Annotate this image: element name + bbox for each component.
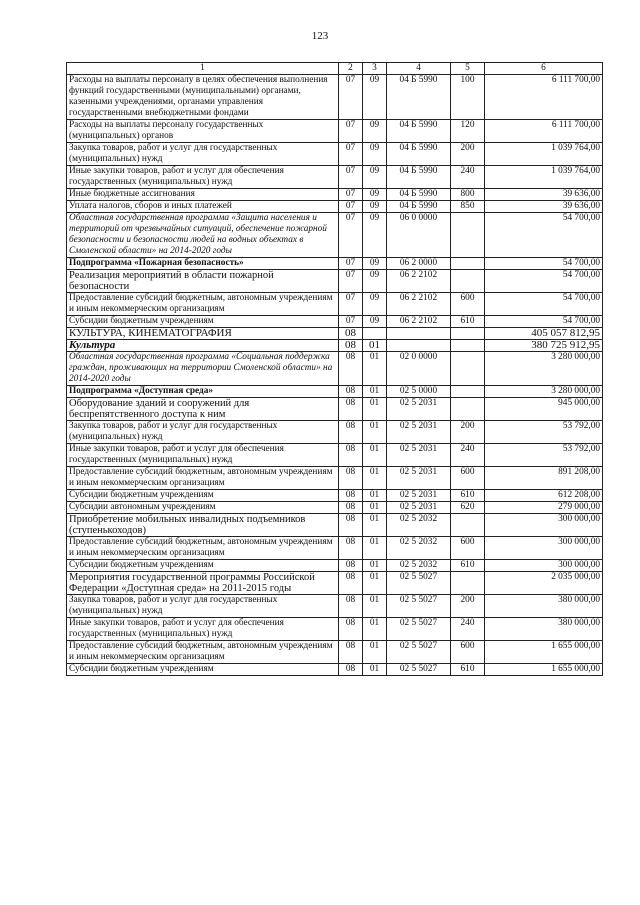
table-row <box>67 340 603 352</box>
row-amount-cell: 1 655 000,00 <box>485 664 603 676</box>
row-subsection-cell: 01 <box>363 398 387 421</box>
row-expense-type-cell: 620 <box>451 502 485 514</box>
row-section-cell: 08 <box>339 340 363 352</box>
row-target-code-cell: 04 Б 5990 <box>387 189 451 201</box>
row-expense-type-cell: 610 <box>451 560 485 572</box>
row-section-cell: 08 <box>339 352 363 386</box>
row-amount-cell: 6 111 700,00 <box>485 120 603 143</box>
row-subsection-cell: 01 <box>363 352 387 386</box>
row-section-cell: 07 <box>339 201 363 213</box>
budget-table-container <box>66 62 603 676</box>
row-target-code-cell: 02 5 5027 <box>387 664 451 676</box>
col-header-4: 4 <box>387 63 451 75</box>
row-subsection-cell: 01 <box>363 386 387 398</box>
row-expense-type-cell: 200 <box>451 595 485 618</box>
row-name-cell: Иные закупки товаров, работ и услуг для обеспечения государственных (муниципальных) нужд <box>67 618 339 641</box>
row-amount-cell: 891 208,00 <box>485 467 603 490</box>
row-subsection-cell: 09 <box>363 166 387 189</box>
row-target-code-cell: 02 5 5027 <box>387 595 451 618</box>
row-expense-type-cell <box>451 213 485 258</box>
row-name-cell: Субсидии бюджетным учреждениям <box>67 664 339 676</box>
row-expense-type-cell <box>451 340 485 352</box>
row-expense-type-cell <box>451 352 485 386</box>
row-expense-type-cell: 200 <box>451 421 485 444</box>
row-subsection-cell: 09 <box>363 120 387 143</box>
row-amount-cell: 2 035 000,00 <box>485 572 603 595</box>
row-target-code-cell: 02 5 2031 <box>387 502 451 514</box>
row-subsection-cell: 09 <box>363 293 387 316</box>
row-expense-type-cell: 600 <box>451 641 485 664</box>
row-target-code-cell: 06 2 0000 <box>387 258 451 270</box>
row-amount-cell: 300 000,00 <box>485 537 603 560</box>
row-subsection-cell: 01 <box>363 421 387 444</box>
row-expense-type-cell <box>451 386 485 398</box>
row-amount-cell: 54 700,00 <box>485 270 603 293</box>
row-name-cell: Закупка товаров, работ и услуг для государственных (муниципальных) нужд <box>67 595 339 618</box>
row-amount-cell: 380 000,00 <box>485 595 603 618</box>
row-target-code-cell: 02 5 2032 <box>387 537 451 560</box>
row-name-cell: Реализация мероприятий в области пожарной безопасности <box>67 270 339 293</box>
row-section-cell: 07 <box>339 120 363 143</box>
row-subsection-cell: 09 <box>363 316 387 328</box>
row-amount-cell: 279 000,00 <box>485 502 603 514</box>
row-name-cell: Мероприятия государственной программы Российской Федерации «Доступная среда» на 2011-2015 годы <box>67 572 339 595</box>
row-section-cell: 08 <box>339 641 363 664</box>
row-name-cell: Расходы на выплаты персоналу в целях обеспечения выполнения функций государственными (муниципальными) органами, казенными учреждениями, органами управления государственными внебюджетными фондами <box>67 75 339 120</box>
row-section-cell: 07 <box>339 270 363 293</box>
row-name-cell: Предоставление субсидий бюджетным, автономным учреждениям и иным некоммерческим организациям <box>67 537 339 560</box>
row-expense-type-cell: 240 <box>451 444 485 467</box>
table-row <box>67 316 603 328</box>
row-target-code-cell: 02 5 5027 <box>387 641 451 664</box>
row-target-code-cell: 02 5 2031 <box>387 421 451 444</box>
row-amount-cell: 405 057 812,95 <box>485 328 603 340</box>
table-row <box>67 560 603 572</box>
row-target-code-cell: 04 Б 5990 <box>387 201 451 213</box>
row-subsection-cell: 01 <box>363 595 387 618</box>
row-name-cell: Подпрограмма «Доступная среда» <box>67 386 339 398</box>
row-subsection-cell: 01 <box>363 537 387 560</box>
row-amount-cell: 380 725 912,95 <box>485 340 603 352</box>
row-section-cell: 07 <box>339 293 363 316</box>
row-amount-cell: 3 280 000,00 <box>485 386 603 398</box>
row-section-cell: 08 <box>339 537 363 560</box>
row-subsection-cell: 01 <box>363 502 387 514</box>
row-target-code-cell: 02 5 5027 <box>387 572 451 595</box>
row-section-cell: 07 <box>339 316 363 328</box>
row-target-code-cell: 02 5 2031 <box>387 444 451 467</box>
row-target-code-cell: 06 2 2102 <box>387 270 451 293</box>
row-amount-cell: 1 655 000,00 <box>485 641 603 664</box>
row-amount-cell: 39 636,00 <box>485 201 603 213</box>
row-section-cell: 08 <box>339 421 363 444</box>
row-name-cell: Закупка товаров, работ и услуг для государственных (муниципальных) нужд <box>67 143 339 166</box>
row-expense-type-cell <box>451 328 485 340</box>
row-target-code-cell: 04 Б 5990 <box>387 166 451 189</box>
table-row <box>67 514 603 537</box>
row-subsection-cell: 09 <box>363 213 387 258</box>
row-section-cell: 08 <box>339 444 363 467</box>
table-row <box>67 421 603 444</box>
row-subsection-cell: 09 <box>363 75 387 120</box>
row-target-code-cell: 04 Б 5990 <box>387 143 451 166</box>
table-row <box>67 270 603 293</box>
row-subsection-cell: 09 <box>363 143 387 166</box>
row-section-cell: 07 <box>339 75 363 120</box>
row-section-cell: 08 <box>339 386 363 398</box>
row-subsection-cell: 01 <box>363 490 387 502</box>
row-target-code-cell: 02 5 2032 <box>387 514 451 537</box>
row-expense-type-cell: 240 <box>451 166 485 189</box>
row-amount-cell: 54 700,00 <box>485 293 603 316</box>
row-section-cell: 07 <box>339 213 363 258</box>
row-expense-type-cell: 600 <box>451 537 485 560</box>
row-expense-type-cell: 100 <box>451 75 485 120</box>
row-subsection-cell: 01 <box>363 641 387 664</box>
row-name-cell: Субсидии бюджетным учреждениям <box>67 490 339 502</box>
row-amount-cell: 54 700,00 <box>485 213 603 258</box>
row-name-cell: Иные закупки товаров, работ и услуг для обеспечения государственных (муниципальных) нужд <box>67 444 339 467</box>
row-amount-cell: 3 280 000,00 <box>485 352 603 386</box>
row-section-cell: 07 <box>339 189 363 201</box>
row-name-cell: Субсидии бюджетным учреждениям <box>67 316 339 328</box>
row-subsection-cell: 01 <box>363 572 387 595</box>
row-amount-cell: 53 792,00 <box>485 444 603 467</box>
row-name-cell: Иные закупки товаров, работ и услуг для обеспечения государственных (муниципальных) нужд <box>67 166 339 189</box>
table-row <box>67 641 603 664</box>
col-header-1: 1 <box>67 63 339 75</box>
row-expense-type-cell <box>451 258 485 270</box>
row-target-code-cell: 02 0 0000 <box>387 352 451 386</box>
row-name-cell: Уплата налогов, сборов и иных платежей <box>67 201 339 213</box>
row-subsection-cell: 01 <box>363 664 387 676</box>
row-expense-type-cell: 610 <box>451 664 485 676</box>
table-row <box>67 166 603 189</box>
row-section-cell: 08 <box>339 502 363 514</box>
table-row <box>67 595 603 618</box>
table-row <box>67 467 603 490</box>
row-expense-type-cell <box>451 270 485 293</box>
table-row <box>67 490 603 502</box>
row-section-cell: 08 <box>339 467 363 490</box>
row-amount-cell: 300 000,00 <box>485 560 603 572</box>
row-name-cell: Предоставление субсидий бюджетным, автономным учреждениям и иным некоммерческим организациям <box>67 293 339 316</box>
table-row <box>67 618 603 641</box>
row-section-cell: 07 <box>339 258 363 270</box>
table-row <box>67 537 603 560</box>
row-amount-cell: 1 039 764,00 <box>485 166 603 189</box>
row-expense-type-cell: 850 <box>451 201 485 213</box>
col-header-6: 6 <box>485 63 603 75</box>
table-row <box>67 120 603 143</box>
row-expense-type-cell: 600 <box>451 293 485 316</box>
row-name-cell: Областная государственная программа «Защита населения и территорий от чрезвычайных ситуаций, обеспечение пожарной безопасности и безопасности людей на водных объектах в Смоленской области» на 2014-2020 годы <box>67 213 339 258</box>
table-row <box>67 502 603 514</box>
row-subsection-cell: 01 <box>363 467 387 490</box>
row-section-cell: 08 <box>339 560 363 572</box>
table-row <box>67 201 603 213</box>
row-expense-type-cell: 200 <box>451 143 485 166</box>
row-amount-cell: 54 700,00 <box>485 316 603 328</box>
row-name-cell: КУЛЬТУРА, КИНЕМАТОГРАФИЯ <box>67 328 339 340</box>
row-section-cell: 08 <box>339 595 363 618</box>
row-target-code-cell: 06 0 0000 <box>387 213 451 258</box>
row-amount-cell: 53 792,00 <box>485 421 603 444</box>
row-amount-cell: 1 039 764,00 <box>485 143 603 166</box>
row-subsection-cell: 01 <box>363 514 387 537</box>
row-section-cell: 08 <box>339 618 363 641</box>
row-name-cell: Расходы на выплаты персоналу государственных (муниципальных) органов <box>67 120 339 143</box>
header-row <box>67 63 603 75</box>
table-row <box>67 293 603 316</box>
row-section-cell: 08 <box>339 572 363 595</box>
row-expense-type-cell: 600 <box>451 467 485 490</box>
table-row <box>67 444 603 467</box>
row-amount-cell: 380 000,00 <box>485 618 603 641</box>
row-name-cell: Подпрограмма «Пожарная безопасность» <box>67 258 339 270</box>
row-amount-cell: 54 700,00 <box>485 258 603 270</box>
row-subsection-cell: 01 <box>363 560 387 572</box>
table-row <box>67 386 603 398</box>
row-name-cell: Культура <box>67 340 339 352</box>
row-name-cell: Иные бюджетные ассигнования <box>67 189 339 201</box>
row-target-code-cell: 02 5 5027 <box>387 618 451 641</box>
row-subsection-cell: 09 <box>363 258 387 270</box>
row-section-cell: 08 <box>339 514 363 537</box>
row-subsection-cell: 01 <box>363 444 387 467</box>
row-amount-cell: 39 636,00 <box>485 189 603 201</box>
table-row <box>67 258 603 270</box>
table-body <box>67 75 603 676</box>
row-name-cell: Закупка товаров, работ и услуг для государственных (муниципальных) нужд <box>67 421 339 444</box>
row-subsection-cell: 09 <box>363 189 387 201</box>
row-amount-cell: 6 111 700,00 <box>485 75 603 120</box>
row-expense-type-cell: 610 <box>451 316 485 328</box>
row-subsection-cell: 09 <box>363 201 387 213</box>
row-amount-cell: 300 000,00 <box>485 514 603 537</box>
row-subsection-cell: 09 <box>363 270 387 293</box>
row-name-cell: Субсидии автономным учреждениям <box>67 502 339 514</box>
row-target-code-cell: 02 5 2031 <box>387 490 451 502</box>
row-expense-type-cell: 610 <box>451 490 485 502</box>
table-row <box>67 328 603 340</box>
col-header-3: 3 <box>363 63 387 75</box>
table-row <box>67 143 603 166</box>
table-row <box>67 664 603 676</box>
row-target-code-cell: 02 5 2031 <box>387 398 451 421</box>
row-expense-type-cell <box>451 514 485 537</box>
row-subsection-cell: 01 <box>363 618 387 641</box>
row-name-cell: Приобретение мобильных инвалидных подъемников (ступенькоходов) <box>67 514 339 537</box>
row-section-cell: 07 <box>339 166 363 189</box>
row-name-cell: Оборудование зданий и сооружений для беспрепятственного доступа к ним <box>67 398 339 421</box>
table-row <box>67 572 603 595</box>
row-target-code-cell: 02 5 2031 <box>387 467 451 490</box>
row-section-cell: 08 <box>339 398 363 421</box>
row-section-cell: 08 <box>339 490 363 502</box>
page-number: 123 <box>311 30 329 42</box>
row-target-code-cell: 02 5 0000 <box>387 386 451 398</box>
row-section-cell: 08 <box>339 664 363 676</box>
row-name-cell: Субсидии бюджетным учреждениям <box>67 560 339 572</box>
row-target-code-cell: 04 Б 5990 <box>387 120 451 143</box>
row-expense-type-cell <box>451 572 485 595</box>
row-target-code-cell: 04 Б 5990 <box>387 75 451 120</box>
row-name-cell: Предоставление субсидий бюджетным, автономным учреждениям и иным некоммерческим организациям <box>67 641 339 664</box>
row-section-cell: 07 <box>339 143 363 166</box>
row-amount-cell: 945 000,00 <box>485 398 603 421</box>
row-amount-cell: 612 208,00 <box>485 490 603 502</box>
row-target-code-cell: 02 5 2032 <box>387 560 451 572</box>
row-name-cell: Областная государственная программа «Социальная поддержка граждан, проживающих на территории Смоленской области» на 2014-2020 годы <box>67 352 339 386</box>
budget-table <box>66 62 603 676</box>
table-row <box>67 352 603 386</box>
row-target-code-cell <box>387 340 451 352</box>
row-subsection-cell <box>363 328 387 340</box>
row-expense-type-cell: 120 <box>451 120 485 143</box>
table-row <box>67 189 603 201</box>
row-name-cell: Предоставление субсидий бюджетным, автономным учреждениям и иным некоммерческим организациям <box>67 467 339 490</box>
row-expense-type-cell: 800 <box>451 189 485 201</box>
row-target-code-cell <box>387 328 451 340</box>
row-expense-type-cell: 240 <box>451 618 485 641</box>
row-expense-type-cell <box>451 398 485 421</box>
row-subsection-cell: 01 <box>363 340 387 352</box>
row-section-cell: 08 <box>339 328 363 340</box>
col-header-5: 5 <box>451 63 485 75</box>
row-target-code-cell: 06 2 2102 <box>387 316 451 328</box>
row-target-code-cell: 06 2 2102 <box>387 293 451 316</box>
table-row <box>67 75 603 120</box>
col-header-2: 2 <box>339 63 363 75</box>
table-row <box>67 398 603 421</box>
table-row <box>67 213 603 258</box>
